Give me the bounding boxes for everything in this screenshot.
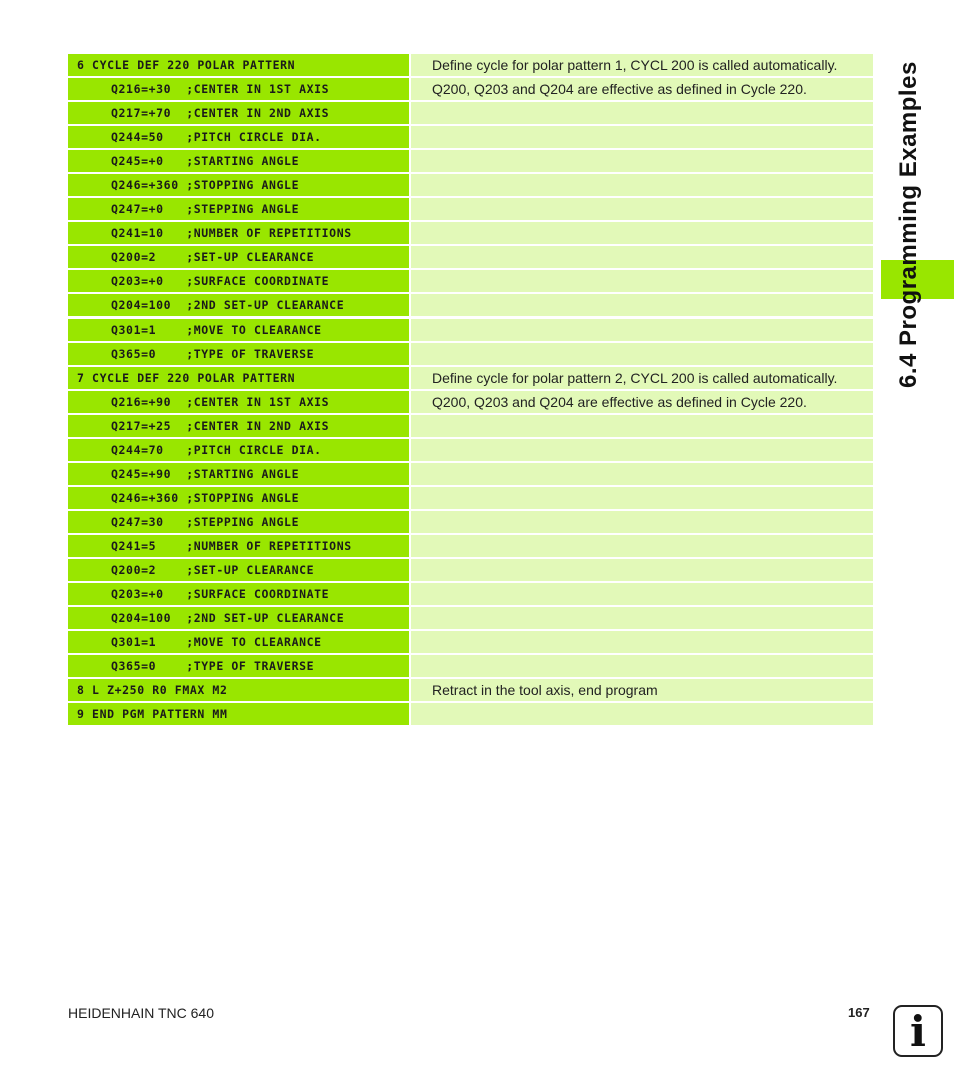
nc-code-cell: Q246=+360 ;STOPPING ANGLE <box>68 174 409 196</box>
nc-code-cell: Q245=+90 ;STARTING ANGLE <box>68 463 409 485</box>
table-row <box>68 126 873 148</box>
table-row <box>68 679 873 701</box>
description-cell <box>411 463 873 485</box>
nc-code-cell: Q204=100 ;2ND SET-UP CLEARANCE <box>68 294 409 316</box>
nc-code-cell: Q241=10 ;NUMBER OF REPETITIONS <box>68 222 409 244</box>
description-cell <box>411 150 873 172</box>
table-row <box>68 78 873 100</box>
table-row <box>68 222 873 244</box>
table-row <box>68 511 873 533</box>
info-glyph: i <box>910 1007 926 1056</box>
description-cell <box>411 294 873 316</box>
table-row <box>68 655 873 677</box>
nc-code-cell: Q247=30 ;STEPPING ANGLE <box>68 511 409 533</box>
nc-code-cell: 6 CYCLE DEF 220 POLAR PATTERN <box>68 54 409 76</box>
table-row <box>68 343 873 365</box>
nc-code-cell: Q216=+90 ;CENTER IN 1ST AXIS <box>68 391 409 413</box>
manual-name: HEIDENHAIN TNC 640 <box>68 1005 215 1021</box>
nc-code-cell: Q244=50 ;PITCH CIRCLE DIA. <box>68 126 409 148</box>
description-cell <box>411 703 873 725</box>
description-cell <box>411 535 873 557</box>
description-cell <box>411 631 873 653</box>
description-cell: Retract in the tool axis, end program <box>411 679 873 701</box>
description-cell: Q200, Q203 and Q204 are effective as defined in Cycle 220. <box>411 391 873 413</box>
table-row <box>68 319 873 341</box>
description-cell <box>411 655 873 677</box>
table-row <box>68 703 873 725</box>
nc-code-cell: Q203=+0 ;SURFACE COORDINATE <box>68 583 409 605</box>
nc-code-cell: Q204=100 ;2ND SET-UP CLEARANCE <box>68 607 409 629</box>
description-cell <box>411 607 873 629</box>
description-cell <box>411 319 873 341</box>
nc-code-cell: Q301=1 ;MOVE TO CLEARANCE <box>68 319 409 341</box>
program-table <box>68 54 873 727</box>
table-row <box>68 535 873 557</box>
description-cell <box>411 102 873 124</box>
table-row <box>68 631 873 653</box>
description-cell <box>411 487 873 509</box>
table-row <box>68 294 873 316</box>
description-cell <box>411 511 873 533</box>
description-cell: Q200, Q203 and Q204 are effective as defined in Cycle 220. <box>411 78 873 100</box>
table-row <box>68 174 873 196</box>
nc-code-cell: Q247=+0 ;STEPPING ANGLE <box>68 198 409 220</box>
page-number: 167 <box>848 1005 870 1020</box>
table-row <box>68 102 873 124</box>
nc-code-cell: Q217=+25 ;CENTER IN 2ND AXIS <box>68 415 409 437</box>
nc-code-cell: Q217=+70 ;CENTER IN 2ND AXIS <box>68 102 409 124</box>
nc-code-cell: 9 END PGM PATTERN MM <box>68 703 409 725</box>
info-icon <box>893 1005 943 1057</box>
nc-code-cell: Q216=+30 ;CENTER IN 1ST AXIS <box>68 78 409 100</box>
table-row <box>68 463 873 485</box>
description-cell <box>411 415 873 437</box>
table-row <box>68 415 873 437</box>
table-row <box>68 198 873 220</box>
description-cell <box>411 126 873 148</box>
description-cell <box>411 559 873 581</box>
description-cell <box>411 270 873 292</box>
nc-code-cell: 7 CYCLE DEF 220 POLAR PATTERN <box>68 367 409 389</box>
nc-code-cell: Q244=70 ;PITCH CIRCLE DIA. <box>68 439 409 461</box>
table-row <box>68 607 873 629</box>
nc-code-cell: Q203=+0 ;SURFACE COORDINATE <box>68 270 409 292</box>
nc-code-cell: Q241=5 ;NUMBER OF REPETITIONS <box>68 535 409 557</box>
table-row <box>68 559 873 581</box>
description-cell <box>411 174 873 196</box>
description-cell: Define cycle for polar pattern 1, CYCL 200 is called automatically. <box>411 54 873 76</box>
table-row <box>68 583 873 605</box>
nc-code-cell: Q365=0 ;TYPE OF TRAVERSE <box>68 343 409 365</box>
description-cell: Define cycle for polar pattern 2, CYCL 200 is called automatically. <box>411 367 873 389</box>
table-row <box>68 439 873 461</box>
description-cell <box>411 343 873 365</box>
section-title: 6.4 Programming Examples <box>895 61 922 388</box>
description-cell <box>411 439 873 461</box>
table-row <box>68 487 873 509</box>
nc-code-cell: Q200=2 ;SET-UP CLEARANCE <box>68 559 409 581</box>
description-cell <box>411 246 873 268</box>
nc-code-cell: Q245=+0 ;STARTING ANGLE <box>68 150 409 172</box>
table-row <box>68 270 873 292</box>
table-row <box>68 54 873 76</box>
table-row <box>68 391 873 413</box>
nc-code-cell: Q365=0 ;TYPE OF TRAVERSE <box>68 655 409 677</box>
nc-code-cell: 8 L Z+250 R0 FMAX M2 <box>68 679 409 701</box>
description-cell <box>411 198 873 220</box>
nc-code-cell: Q246=+360 ;STOPPING ANGLE <box>68 487 409 509</box>
table-row <box>68 246 873 268</box>
nc-code-cell: Q301=1 ;MOVE TO CLEARANCE <box>68 631 409 653</box>
table-row <box>68 150 873 172</box>
table-row <box>68 367 873 389</box>
description-cell <box>411 222 873 244</box>
nc-code-cell: Q200=2 ;SET-UP CLEARANCE <box>68 246 409 268</box>
description-cell <box>411 583 873 605</box>
